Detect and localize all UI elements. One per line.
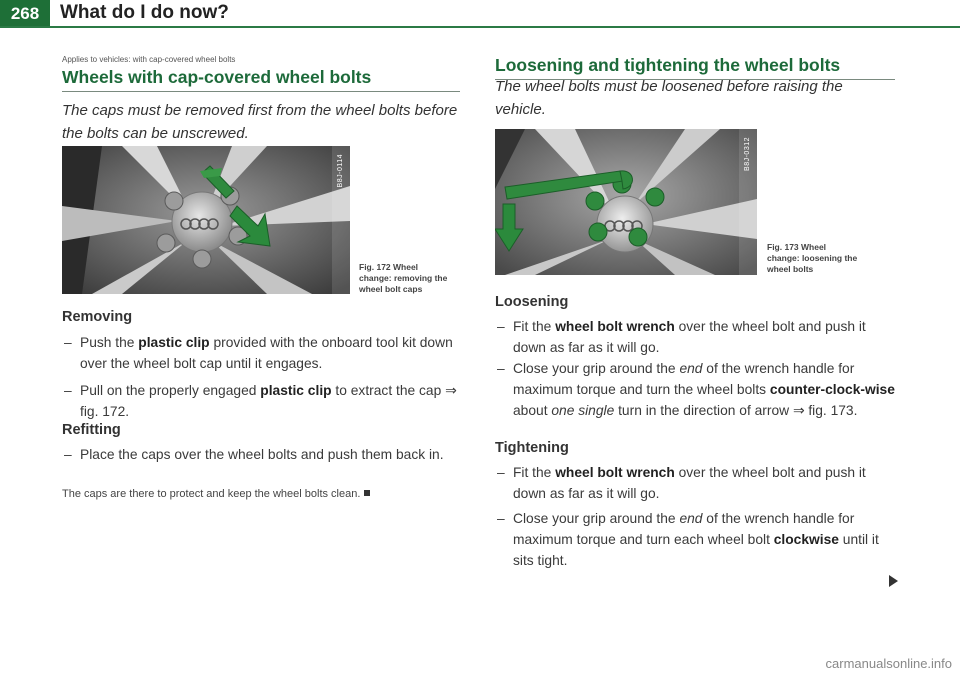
caps-note: The caps are there to protect and keep the wheel bolts clean. — [62, 488, 370, 500]
figure-173-photo — [495, 129, 757, 275]
tightening-heading: Tightening — [495, 440, 569, 456]
figure-172-code: B8J-0114 — [337, 154, 344, 188]
tightening-step-2: – Close your grip around the end of the wrench handle for maximum torque and turn each wheel bolt clockwise until it sits tight. — [497, 511, 879, 568]
removing-step-1: – Push the plastic clip provided with the onboard tool kit down over the wheel bolt cap until it engages. — [64, 335, 453, 371]
left-heading: Wheels with cap-covered wheel bolts — [62, 67, 372, 87]
section-title: What do I do now? — [60, 2, 229, 23]
continue-arrow-icon — [889, 575, 898, 587]
loosening-step-2: – Close your grip around the end of the wrench handle for maximum torque and turn the wheel bolts counter-clock-wise about one single turn in the direction of arrow ⇒ fig. 173. — [497, 361, 895, 418]
figure-172-photo — [62, 146, 350, 294]
left-heading-rule — [62, 91, 460, 92]
applies-to-note: Applies to vehicles: with cap-covered wheel bolts — [62, 55, 236, 64]
refitting-heading: Refitting — [62, 422, 121, 438]
tightening-step-1: – Fit the wheel bolt wrench over the wheel bolt and push it down as far as it will go. — [497, 465, 866, 501]
figure-173-code: B8J-0312 — [744, 137, 751, 171]
figure-173-caption: Fig. 173 Wheel change: loosening the wheel bolts — [767, 242, 858, 274]
footer-watermark: carmanualsonline.info — [825, 656, 952, 671]
end-of-section-mark — [364, 490, 370, 496]
right-heading: Loosening and tightening the wheel bolts — [495, 55, 841, 75]
removing-step-2: – Pull on the properly engaged plastic clip to extract the cap ⇒ fig. 172. — [64, 383, 457, 419]
removing-heading: Removing — [62, 309, 133, 325]
header-rule — [0, 26, 960, 28]
loosening-heading: Loosening — [495, 294, 569, 310]
page-number: 268 — [0, 0, 50, 28]
left-lead-text: The caps must be removed first from the wheel bolts before the bolts can be unscrewed. — [62, 102, 458, 142]
right-lead-text: The wheel bolts must be loosened before raising the vehicle. — [495, 78, 843, 118]
figure-172-caption: Fig. 172 Wheel change: removing the wheel bolt caps — [359, 262, 448, 294]
loosening-step-1: – Fit the wheel bolt wrench over the wheel bolt and push it down as far as it will go. — [497, 319, 866, 355]
refitting-step-1: – Place the caps over the wheel bolts and push them back in. — [64, 447, 444, 462]
